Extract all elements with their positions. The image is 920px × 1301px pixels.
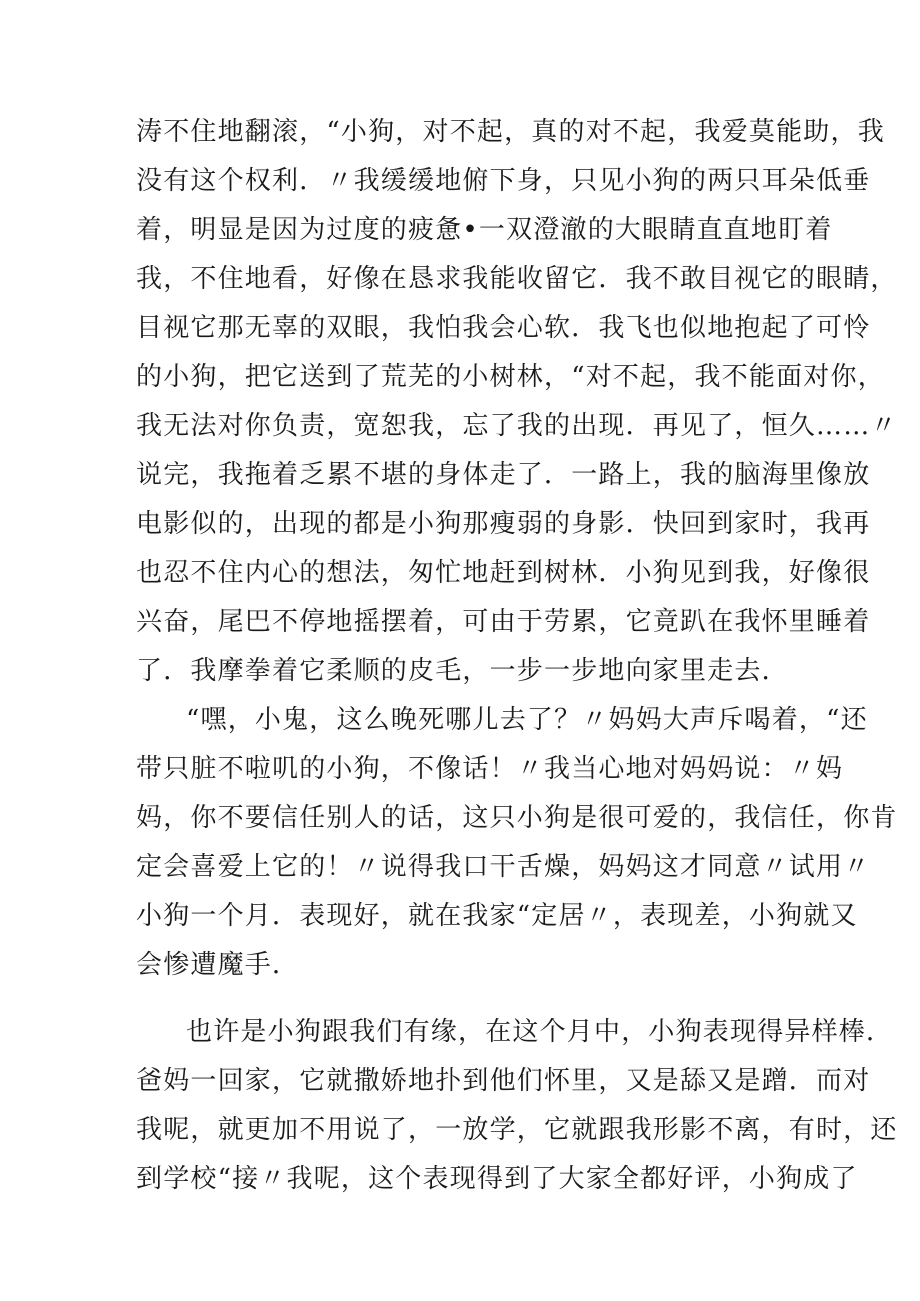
text-line: 的小狗，把它送到了荒芜的小树林，“对不起，我不能面对你， [136,362,885,392]
text-line: 我无法对你负责，宽恕我，忘了我的出现．再见了，恒久……〃 [136,411,898,441]
text-line: 到学校“接〃我呢，这个表现得到了大家全都好评，小狗成了 [136,1164,858,1194]
text-line: 会惨遭魔手． [136,950,300,980]
text-line: 我呢，就更加不用说了，一放学，它就跟我形影不离，有时，还 [136,1115,898,1145]
paragraph-start-line: 也许是小狗跟我们有缘，在这个月中，小狗表现得异样棒． [186,1017,894,1047]
text-line: 没有这个权利．〃我缓缓地俯下身，只见小狗的两只耳朵低垂 [136,166,871,196]
text-line: 了．我摩拳着它柔顺的皮毛，一步一步地向家里走去． [136,656,789,686]
text-line: 带只脏不啦叽的小狗，不像话！〃我当心地对妈妈说：〃妈 [136,754,844,784]
text-line: 爸妈一回家，它就撒娇地扑到他们怀里，又是舔又是蹭．而对 [136,1066,871,1096]
paragraph-start-line: “嘿，小鬼，这么晚死哪儿去了？〃妈妈大声斥喝着，“还 [186,705,868,735]
text-line: 兴奋，尾巴不停地摇摆着，可由于劳累，它竟趴在我怀里睡着 [136,607,871,637]
text-line: 定会喜爱上它的！〃说得我口干舌燥，妈妈这才同意〃试用〃 [136,852,871,882]
text-line: 我，不住地看，好像在恳求我能收留它．我不敢目视它的眼睛， [136,264,898,294]
text-line: 目视它那无辜的双眼，我怕我会心软．我飞也似地抱起了可怜 [136,313,871,343]
text-line: 妈，你不要信任别人的话，这只小狗是很可爱的，我信任，你肯 [136,803,898,833]
text-line: 说完，我拖着乏累不堪的身体走了．一路上，我的脑海里像放 [136,460,871,490]
text-line: 小狗一个月．表现好，就在我家“定居〃，表现差，小狗就又 [136,901,858,931]
text-line: 电影似的，出现的都是小狗那瘦弱的身影．快回到家时，我再 [136,509,871,539]
text-line: 涛不住地翻滚，“小狗，对不起，真的对不起，我爱莫能助，我 [136,117,885,147]
text-line: 着，明显是因为过度的疲惫•一双澄澈的大眼睛直直地盯着 [136,215,833,245]
text-line: 也忍不住内心的想法，匆忙地赶到树林．小狗见到我，好像很 [136,558,871,588]
